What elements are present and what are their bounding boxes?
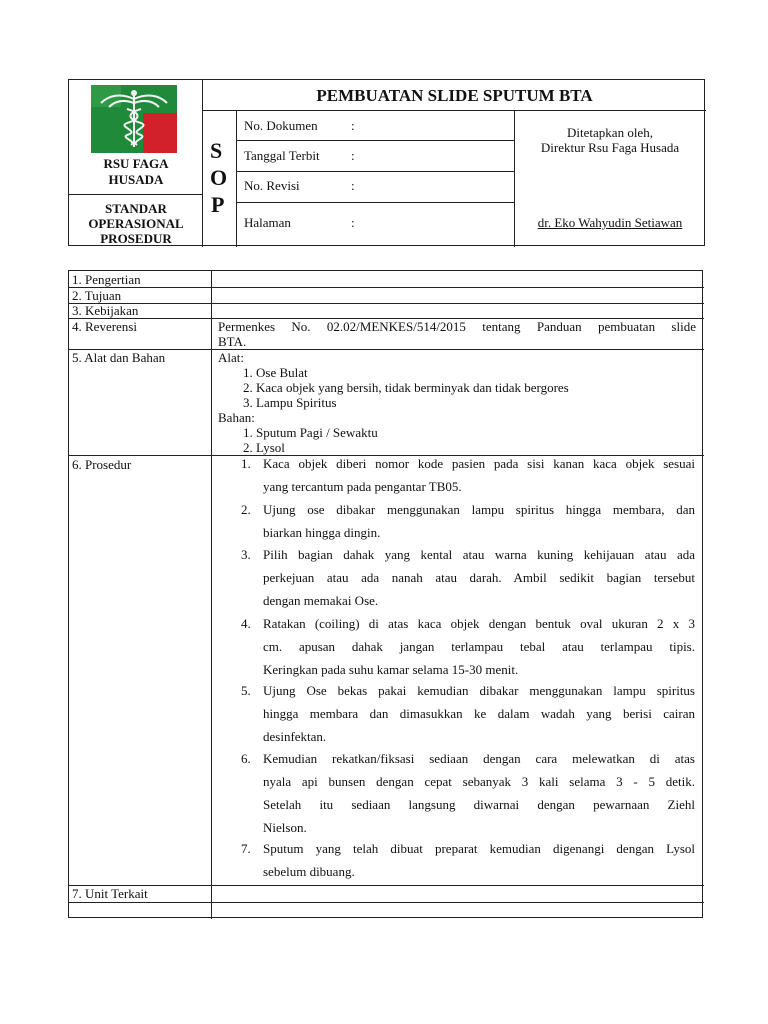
list-item: 2. Lysol: [243, 440, 285, 455]
section-pengertian: 1. Pengertian: [72, 272, 141, 287]
sop-content-table: [68, 270, 703, 918]
hospital-name-line2: HUSADA: [108, 172, 164, 187]
prosedur-step-number: 1.: [241, 456, 251, 471]
approval-label: Ditetapkan oleh,: [567, 125, 653, 140]
sop-letter-p: P: [211, 192, 225, 217]
list-item: 1. Ose Bulat: [243, 365, 308, 380]
caduceus-icon: [91, 85, 177, 153]
approval-role: Direktur Rsu Faga Husada: [540, 140, 680, 155]
sop-letter-o: O: [210, 165, 228, 190]
prosedur-step-text: Ratakan (coiling) di atas kaca objek dengan bentuk oval ukuran 2 x 3: [263, 616, 695, 631]
prosedur-step-text: cm. apusan dahak jangan terlampau tebal atau terlampau tipis.: [263, 639, 695, 654]
prosedur-step-number: 5.: [241, 683, 251, 698]
document-title: PEMBUATAN SLIDE SPUTUM BTA: [316, 86, 593, 105]
sop-header: [68, 79, 705, 246]
reverensi-text-cont: BTA.: [218, 334, 247, 349]
prosedur-step-text: sebelum dibuang.: [263, 864, 355, 879]
reverensi-text: Permenkes No. 02.02/MENKES/514/2015 tentang Panduan pembuatan slide: [218, 319, 696, 334]
list-item: 3. Lampu Spiritus: [243, 395, 337, 410]
prosedur-step-text: nyala api bunsen dengan cepat sebanyak 3 kali selama 3 - 5 detik.: [263, 774, 695, 789]
bahan-label: Bahan:: [218, 410, 255, 425]
section-prosedur: 6. Prosedur: [72, 457, 132, 472]
sop-type-line2: OPERASIONAL: [88, 216, 184, 231]
prosedur-step-text: hingga membara dan dimasukkan ke dalam wadah yang berisi cairan: [263, 706, 695, 721]
field-colon: :: [351, 215, 355, 230]
field-label-no-dokumen: No. Dokumen: [244, 118, 318, 133]
prosedur-step-text: biarkan hingga dingin.: [263, 525, 381, 540]
sop-type-line1: STANDAR: [105, 201, 167, 216]
prosedur-step-number: 6.: [241, 751, 251, 766]
prosedur-step-text: desinfektan.: [263, 729, 327, 744]
director-name: dr. Eko Wahyudin Setiawan: [537, 215, 683, 230]
prosedur-step-text: Setelah itu sediaan langsung diwarnai dengan pewarnaan Ziehl: [263, 797, 695, 812]
prosedur-step-text: dengan memakai Ose.: [263, 593, 379, 608]
prosedur-step-text: Sputum yang telah dibuat preparat kemudian digenangi dengan Lysol: [263, 841, 695, 856]
section-unit-terkait: 7. Unit Terkait: [72, 886, 148, 901]
alat-label: Alat:: [218, 350, 244, 365]
sop-letter-s: S: [210, 138, 223, 163]
prosedur-step-number: 3.: [241, 547, 251, 562]
hospital-logo: [91, 85, 177, 153]
field-label-halaman: Halaman: [244, 215, 291, 230]
field-colon: :: [351, 118, 355, 133]
prosedur-step-text: Nielson.: [263, 820, 307, 835]
prosedur-step-text: yang tercantum pada pengantar TB05.: [263, 479, 462, 494]
field-colon: :: [351, 178, 355, 193]
list-item: 2. Kaca objek yang bersih, tidak berminyak dan tidak bergores: [243, 380, 569, 395]
section-tujuan: 2. Tujuan: [72, 288, 122, 303]
hospital-name: RSU FAGA: [103, 156, 169, 171]
prosedur-step-text: Pilih bagian dahak yang kental atau warna kuning kehijauan atau ada: [263, 547, 695, 562]
field-label-tanggal-terbit: Tanggal Terbit: [244, 148, 320, 163]
prosedur-step-text: Ujung ose dibakar menggunakan lampu spiritus hingga membara, dan: [263, 502, 695, 517]
prosedur-step-text: Kaca objek diberi nomor kode pasien pada sisi kanan kaca objek sesuai: [263, 456, 695, 471]
section-reverensi: 4. Reverensi: [72, 319, 137, 334]
prosedur-step-text: perkejuan atau ada nanah atau darah. Ambil sedikit bagian tersebut: [263, 570, 695, 585]
prosedur-step-number: 2.: [241, 502, 251, 517]
prosedur-step-text: Keringkan pada suhu kamar selama 15-30 menit.: [263, 662, 519, 677]
prosedur-step-text: Kemudian rekatkan/fiksasi sediaan dengan cara melewatkan di atas: [263, 751, 695, 766]
prosedur-step-number: 4.: [241, 616, 251, 631]
section-alat-bahan: 5. Alat dan Bahan: [72, 350, 166, 365]
field-label-no-revisi: No. Revisi: [244, 178, 300, 193]
list-item: 1. Sputum Pagi / Sewaktu: [243, 425, 378, 440]
field-colon: :: [351, 148, 355, 163]
prosedur-step-number: 7.: [241, 841, 251, 856]
sop-type-line3: PROSEDUR: [100, 231, 172, 246]
section-kebijakan: 3. Kebijakan: [72, 303, 139, 318]
prosedur-step-text: Ujung Ose bekas pakai kemudian dibakar menggunakan lampu spiritus: [263, 683, 695, 698]
